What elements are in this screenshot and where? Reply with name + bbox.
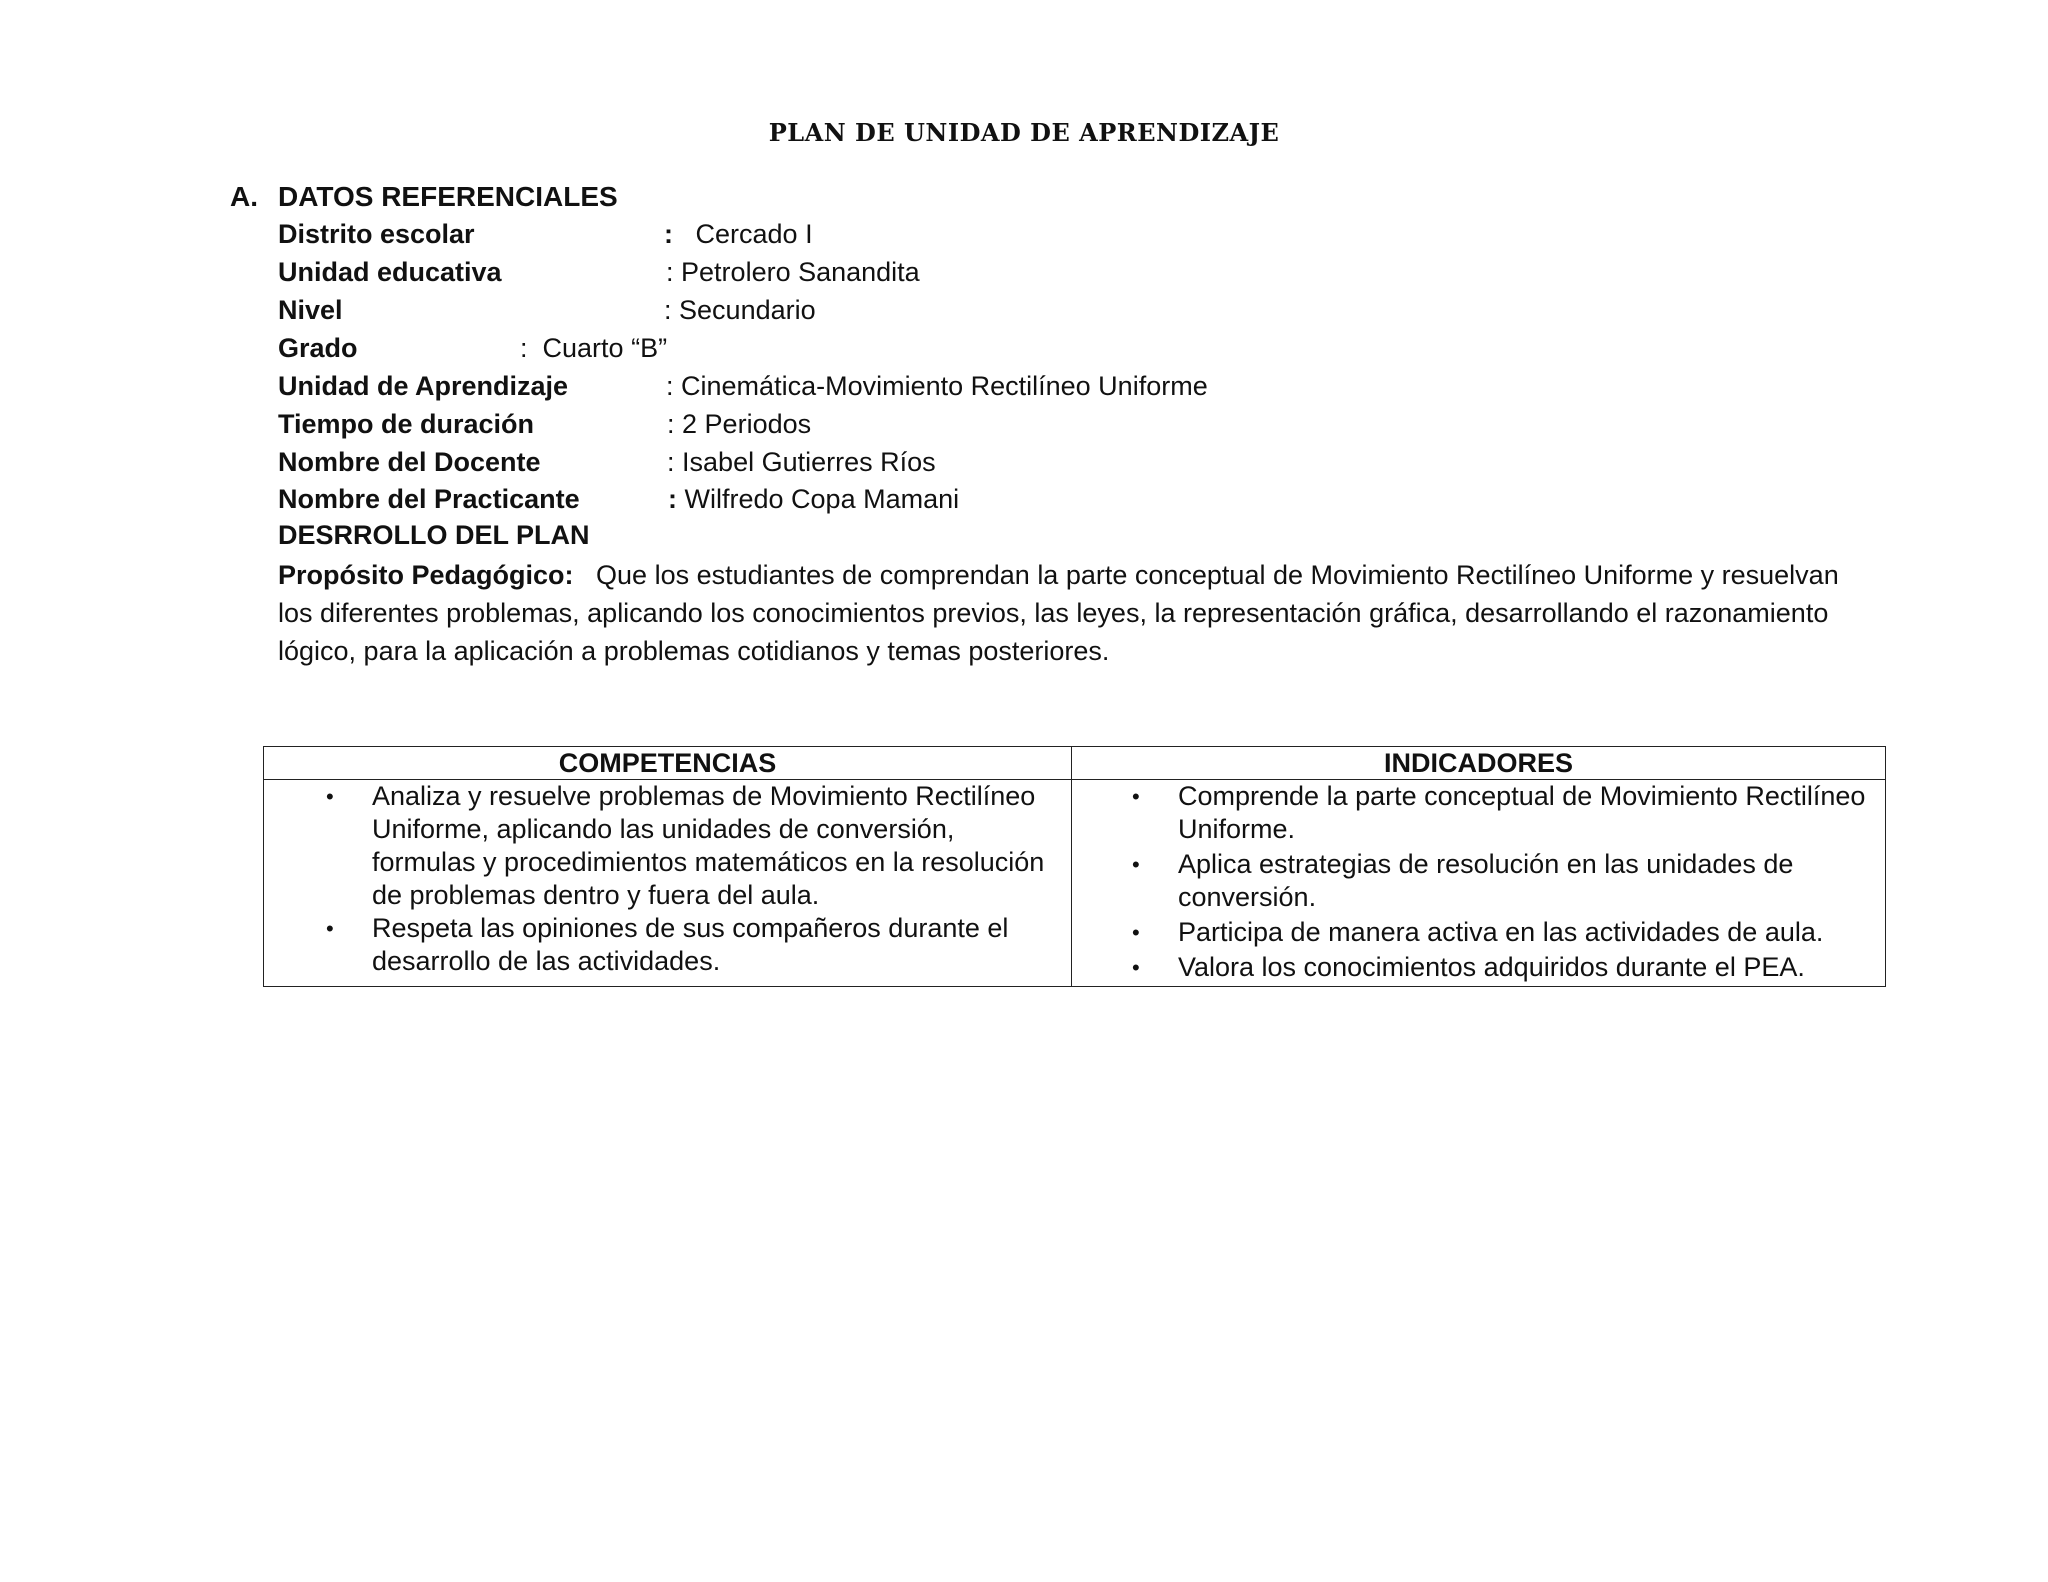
field-value: : Petrolero Sanandita — [666, 257, 920, 287]
list-item: • Aplica estrategias de resolución en las unidades de conversión. — [1132, 849, 1794, 912]
bullet-icon: • — [1132, 852, 1140, 877]
field-value: : Cuarto “B” — [520, 333, 668, 363]
field-value: : 2 Periodos — [667, 409, 812, 439]
field-value: : Wilfredo Copa Mamani — [668, 484, 960, 514]
field-nombre-practicante — [278, 482, 960, 516]
purpose-text: Que los estudiantes de comprendan la parte conceptual de Movimiento Rectilíneo Uniforme y resuelvan los diferentes problemas, aplicando los conocimientos previos, las leyes, la representación gráfica, desarrollando el razonamiento lógico, para la aplicación a problemas cotidianos y temas posteriores. — [278, 560, 1839, 666]
field-label: Unidad educativa — [278, 257, 502, 287]
bullet-icon: • — [1132, 920, 1140, 945]
list-item: • Participa de manera activa en las actividades de aula. — [1132, 917, 1824, 947]
field-label: Unidad de Aprendizaje — [278, 371, 569, 401]
header-indicadores: INDICADORES — [1072, 747, 1886, 780]
field-label: Grado — [278, 333, 358, 363]
list-item: • Respeta las opiniones de sus compañeros durante el desarrollo de las actividades. — [326, 913, 1009, 976]
field-distrito-escolar — [278, 217, 813, 251]
purpose-label: Propósito Pedagógico: — [278, 560, 574, 590]
field-label: Tiempo de duración — [278, 409, 535, 439]
field-value: : Cinemática-Movimiento Rectilíneo Uniforme — [666, 371, 1208, 401]
plan-heading: DESRROLLO DEL PLAN — [278, 520, 590, 550]
bullet-icon: • — [326, 916, 334, 941]
table-row — [264, 780, 1886, 987]
table-header-row — [264, 747, 1886, 780]
field-value: : Secundario — [664, 295, 816, 325]
section-heading — [230, 180, 618, 214]
indicadores-list — [1072, 780, 1885, 984]
page-title: PLAN DE UNIDAD DE APRENDIZAJE — [768, 118, 1280, 147]
field-label: Nivel — [278, 295, 343, 325]
competencias-list — [264, 780, 1071, 978]
field-grado — [278, 331, 668, 365]
list-item: • Comprende la parte conceptual de Movimiento Rectilíneo Uniforme. — [1132, 781, 1866, 844]
field-unidad-educativa — [278, 255, 920, 289]
field-nivel — [278, 293, 816, 327]
bullet-icon: • — [1132, 955, 1140, 980]
section-heading-text: DATOS REFERENCIALES — [278, 181, 618, 212]
competencias-indicadores-table — [263, 746, 1886, 987]
field-label: Nombre del Docente — [278, 447, 541, 477]
indicadores-cell — [1072, 780, 1886, 987]
field-label: Distrito escolar — [278, 219, 475, 249]
bullet-icon: • — [326, 784, 334, 809]
bullet-icon: • — [1132, 784, 1140, 809]
field-value: : Cercado I — [664, 219, 813, 249]
list-item: • Valora los conocimientos adquiridos durante el PEA. — [1132, 952, 1805, 982]
list-item: • Analiza y resuelve problemas de Movimiento Rectilíneo Uniforme, aplicando las unidades de conversión, formulas y procedimientos matemáticos en la resolución de problemas dentro y fuera del aula. — [326, 781, 1045, 910]
competencias-cell — [264, 780, 1072, 987]
field-unidad-aprendizaje — [278, 369, 1208, 403]
purpose-paragraph — [278, 556, 1878, 670]
header-competencias: COMPETENCIAS — [264, 747, 1072, 780]
field-label: Nombre del Practicante — [278, 484, 580, 514]
section-letter: A. — [230, 181, 258, 212]
field-tiempo-duracion — [278, 407, 812, 441]
field-nombre-docente — [278, 445, 936, 479]
field-value: : Isabel Gutierres Ríos — [667, 447, 936, 477]
